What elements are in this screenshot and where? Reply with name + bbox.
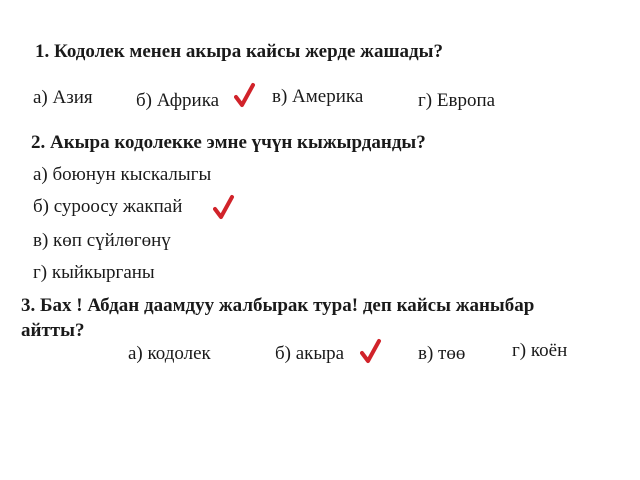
question-3-text-line-1: 3. Бах ! Абдан даамдуу жалбырак тура! деп кайсы жаныбар: [21, 295, 535, 316]
check-mark-icon: [360, 338, 382, 364]
question-3-text-line-2: айтты?: [21, 320, 85, 341]
question-1-option-g[interactable]: г) Европа: [418, 90, 496, 111]
question-3-option-v[interactable]: в) төө: [418, 343, 466, 364]
question-1-text: 1. Кодолек менен акыра кайсы жерде жашады?: [35, 41, 443, 62]
check-mark-icon: [234, 82, 256, 108]
question-3-option-a[interactable]: а) кодолек: [128, 343, 211, 364]
question-1-option-b[interactable]: б) Африка: [136, 90, 220, 111]
check-mark-icon: [213, 194, 235, 220]
question-2-option-b[interactable]: б) суроосу жакпай: [33, 196, 183, 217]
question-1-option-v[interactable]: в) Америка: [272, 86, 364, 107]
question-3-option-b[interactable]: б) акыра: [275, 343, 345, 364]
question-2-option-a[interactable]: а) боюнун кыскалыгы: [33, 164, 212, 185]
question-1-option-a[interactable]: а) Азия: [33, 87, 93, 108]
question-2-option-g[interactable]: г) кыйкырганы: [33, 262, 155, 283]
question-2-text: 2. Акыра кодолекке эмне үчүн кыжырданды?: [31, 132, 426, 153]
question-2-option-v[interactable]: в) көп сүйлөгөнү: [33, 230, 171, 251]
question-3-option-g[interactable]: г) коён: [512, 340, 568, 361]
